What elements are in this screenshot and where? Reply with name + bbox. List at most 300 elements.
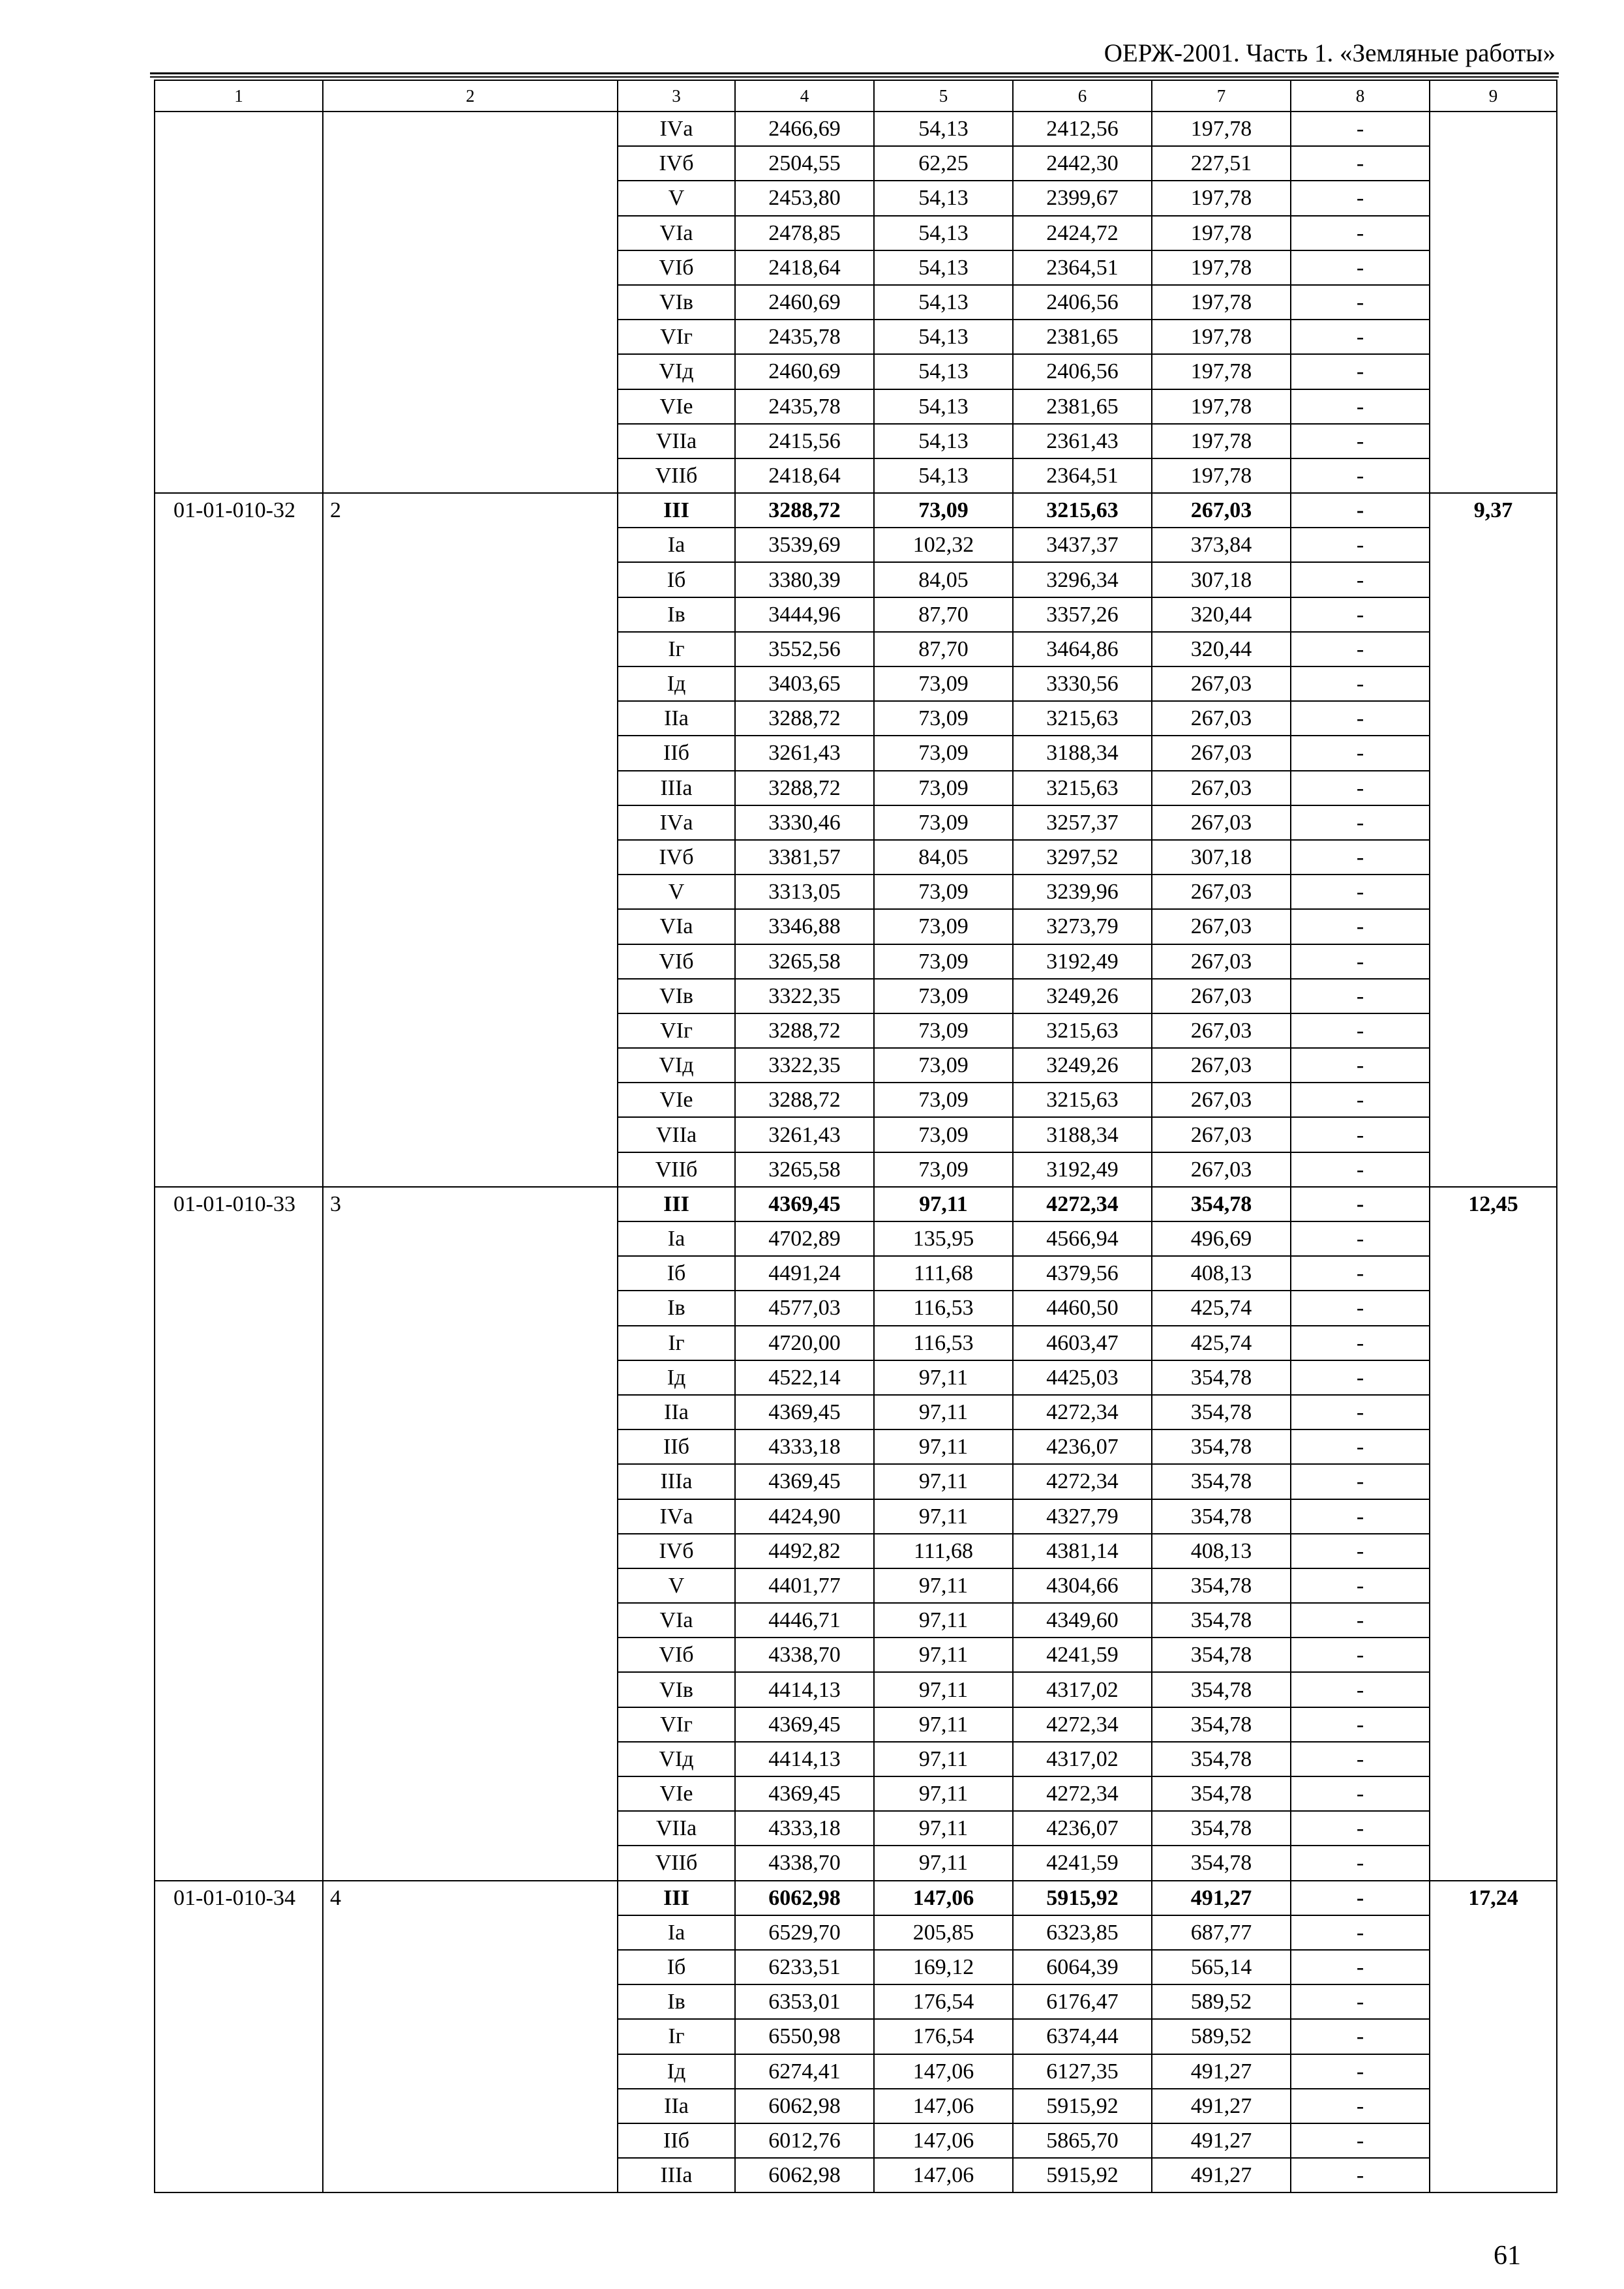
machine-cost: 3192,49	[1013, 1152, 1152, 1187]
region-code: VIб	[618, 1638, 735, 1672]
materials-cost: -	[1291, 528, 1430, 562]
region-code: VIг	[618, 1013, 735, 1048]
region-code: Iд	[618, 2054, 735, 2089]
total-cost: 6233,51	[735, 1950, 874, 1984]
machine-cost: 4241,59	[1013, 1638, 1152, 1672]
machine-cost: 3357,26	[1013, 597, 1152, 632]
region-code: IIIа	[618, 771, 735, 805]
region-code: VIв	[618, 1672, 735, 1707]
materials-cost: -	[1291, 1291, 1430, 1325]
region-code: IIб	[618, 736, 735, 770]
materials-cost: -	[1291, 1187, 1430, 1221]
region-code: VIIа	[618, 424, 735, 458]
materials-cost: -	[1291, 909, 1430, 944]
machinist-wages: 267,03	[1152, 771, 1291, 805]
machinist-wages: 267,03	[1152, 1152, 1291, 1187]
total-cost: 2504,55	[735, 146, 874, 181]
materials-cost: -	[1291, 1256, 1430, 1291]
materials-cost: -	[1291, 1013, 1430, 1048]
machine-cost: 3215,63	[1013, 493, 1152, 528]
region-code: VIIа	[618, 1117, 735, 1152]
total-cost: 3288,72	[735, 771, 874, 805]
machine-cost: 3188,34	[1013, 1117, 1152, 1152]
region-code: Iа	[618, 1915, 735, 1950]
total-cost: 3552,56	[735, 632, 874, 666]
materials-cost: -	[1291, 1984, 1430, 2019]
wages: 97,11	[874, 1568, 1013, 1603]
labor-hours	[1430, 112, 1557, 493]
materials-cost: -	[1291, 181, 1430, 215]
region-code: VIг	[618, 320, 735, 354]
machinist-wages: 354,78	[1152, 1568, 1291, 1603]
total-cost: 4414,13	[735, 1742, 874, 1776]
region-code: IIа	[618, 2089, 735, 2123]
wages: 147,06	[874, 2089, 1013, 2123]
machine-cost: 4317,02	[1013, 1672, 1152, 1707]
materials-cost: -	[1291, 1811, 1430, 1846]
materials-cost: -	[1291, 1152, 1430, 1187]
total-cost: 3288,72	[735, 493, 874, 528]
machinist-wages: 354,78	[1152, 1187, 1291, 1221]
materials-cost: -	[1291, 1117, 1430, 1152]
machine-cost: 6127,35	[1013, 2054, 1152, 2089]
total-cost: 4369,45	[735, 1776, 874, 1811]
materials-cost: -	[1291, 979, 1430, 1013]
wages: 97,11	[874, 1603, 1013, 1638]
machine-cost: 4272,34	[1013, 1776, 1152, 1811]
wages: 176,54	[874, 1984, 1013, 2019]
region-code: Iв	[618, 597, 735, 632]
region-code: IIб	[618, 2123, 735, 2158]
region-code: IVа	[618, 1499, 735, 1534]
materials-cost: -	[1291, 2158, 1430, 2192]
total-cost: 3288,72	[735, 701, 874, 736]
machine-cost: 4272,34	[1013, 1707, 1152, 1742]
machinist-wages: 267,03	[1152, 493, 1291, 528]
total-cost: 3322,35	[735, 979, 874, 1013]
region-code: IIб	[618, 1429, 735, 1464]
machinist-wages: 491,27	[1152, 2158, 1291, 2192]
region-code: VIа	[618, 909, 735, 944]
machinist-wages: 307,18	[1152, 562, 1291, 597]
wages: 73,09	[874, 1152, 1013, 1187]
machinist-wages: 267,03	[1152, 1083, 1291, 1117]
rate-number	[323, 112, 618, 493]
wages: 116,53	[874, 1326, 1013, 1360]
machinist-wages: 354,78	[1152, 1811, 1291, 1846]
machine-cost: 4349,60	[1013, 1603, 1152, 1638]
materials-cost: -	[1291, 458, 1430, 493]
wages: 73,09	[874, 666, 1013, 701]
region-code: VIв	[618, 979, 735, 1013]
total-cost: 4401,77	[735, 1568, 874, 1603]
materials-cost: -	[1291, 1742, 1430, 1776]
machinist-wages: 491,27	[1152, 2123, 1291, 2158]
page-header: ОЕРЖ-2001. Часть 1. «Земляные работы»	[1104, 39, 1556, 67]
materials-cost: -	[1291, 875, 1430, 909]
total-cost: 2435,78	[735, 320, 874, 354]
wages: 97,11	[874, 1429, 1013, 1464]
materials-cost: -	[1291, 1776, 1430, 1811]
machine-cost: 3192,49	[1013, 944, 1152, 979]
machine-cost: 3215,63	[1013, 1013, 1152, 1048]
machine-cost: 2412,56	[1013, 112, 1152, 146]
wages: 54,13	[874, 216, 1013, 250]
machinist-wages: 267,03	[1152, 666, 1291, 701]
total-cost: 4369,45	[735, 1187, 874, 1221]
labor-hours: 9,37	[1430, 493, 1557, 1187]
wages: 73,09	[874, 979, 1013, 1013]
wages: 97,11	[874, 1499, 1013, 1534]
labor-hours: 17,24	[1430, 1881, 1557, 2193]
machine-cost: 4317,02	[1013, 1742, 1152, 1776]
materials-cost: -	[1291, 1464, 1430, 1499]
total-cost: 3313,05	[735, 875, 874, 909]
machinist-wages: 354,78	[1152, 1776, 1291, 1811]
machine-cost: 4379,56	[1013, 1256, 1152, 1291]
wages: 54,13	[874, 458, 1013, 493]
region-code: Iд	[618, 666, 735, 701]
machinist-wages: 267,03	[1152, 805, 1291, 840]
wages: 54,13	[874, 181, 1013, 215]
machinist-wages: 267,03	[1152, 1048, 1291, 1083]
materials-cost: -	[1291, 2089, 1430, 2123]
machine-cost: 2399,67	[1013, 181, 1152, 215]
total-cost: 6012,76	[735, 2123, 874, 2158]
wages: 97,11	[874, 1742, 1013, 1776]
region-code: VIIа	[618, 1811, 735, 1846]
wages: 87,70	[874, 597, 1013, 632]
total-cost: 4424,90	[735, 1499, 874, 1534]
wages: 73,09	[874, 875, 1013, 909]
column-number: 4	[735, 80, 874, 112]
wages: 97,11	[874, 1638, 1013, 1672]
machine-cost: 3215,63	[1013, 1083, 1152, 1117]
machinist-wages: 589,52	[1152, 1984, 1291, 2019]
wages: 54,13	[874, 424, 1013, 458]
machinist-wages: 425,74	[1152, 1326, 1291, 1360]
materials-cost: -	[1291, 1083, 1430, 1117]
wages: 54,13	[874, 285, 1013, 320]
machine-cost: 3249,26	[1013, 1048, 1152, 1083]
wages: 97,11	[874, 1187, 1013, 1221]
wages: 73,09	[874, 1013, 1013, 1048]
total-cost: 6529,70	[735, 1915, 874, 1950]
wages: 73,09	[874, 805, 1013, 840]
machinist-wages: 491,27	[1152, 2054, 1291, 2089]
wages: 54,13	[874, 112, 1013, 146]
wages: 84,05	[874, 840, 1013, 875]
wages: 73,09	[874, 1083, 1013, 1117]
wages: 176,54	[874, 2019, 1013, 2054]
wages: 169,12	[874, 1950, 1013, 1984]
machinist-wages: 267,03	[1152, 1013, 1291, 1048]
wages: 62,25	[874, 146, 1013, 181]
materials-cost: -	[1291, 805, 1430, 840]
region-code: V	[618, 181, 735, 215]
total-cost: 6353,01	[735, 1984, 874, 2019]
machine-cost: 5915,92	[1013, 2089, 1152, 2123]
rate-code: 01-01-010-32	[155, 493, 323, 1187]
rate-number: 4	[323, 1881, 618, 2193]
column-number: 1	[155, 80, 323, 112]
machine-cost: 2361,43	[1013, 424, 1152, 458]
total-cost: 4492,82	[735, 1534, 874, 1568]
total-cost: 6062,98	[735, 2089, 874, 2123]
price-table-body	[155, 80, 1557, 2192]
materials-cost: -	[1291, 771, 1430, 805]
wages: 111,68	[874, 1534, 1013, 1568]
wages: 73,09	[874, 736, 1013, 770]
column-number: 7	[1152, 80, 1291, 112]
region-code: V	[618, 875, 735, 909]
region-code: IVа	[618, 112, 735, 146]
total-cost: 2418,64	[735, 458, 874, 493]
region-code: Iб	[618, 1950, 735, 1984]
machinist-wages: 354,78	[1152, 1638, 1291, 1672]
region-code: IIIа	[618, 2158, 735, 2192]
total-cost: 3403,65	[735, 666, 874, 701]
wages: 147,06	[874, 1881, 1013, 1915]
wages: 147,06	[874, 2123, 1013, 2158]
total-cost: 2460,69	[735, 285, 874, 320]
total-cost: 3265,58	[735, 1152, 874, 1187]
materials-cost: -	[1291, 1638, 1430, 1672]
region-code: VIа	[618, 216, 735, 250]
region-code: Iг	[618, 2019, 735, 2054]
total-cost: 3261,43	[735, 736, 874, 770]
machine-cost: 2364,51	[1013, 250, 1152, 285]
materials-cost: -	[1291, 1950, 1430, 1984]
wages: 73,09	[874, 771, 1013, 805]
machine-cost: 3249,26	[1013, 979, 1152, 1013]
wages: 147,06	[874, 2054, 1013, 2089]
materials-cost: -	[1291, 1395, 1430, 1429]
machinist-wages: 267,03	[1152, 701, 1291, 736]
wages: 97,11	[874, 1776, 1013, 1811]
machine-cost: 5915,92	[1013, 2158, 1152, 2192]
machinist-wages: 408,13	[1152, 1534, 1291, 1568]
machinist-wages: 354,78	[1152, 1360, 1291, 1395]
machine-cost: 6374,44	[1013, 2019, 1152, 2054]
materials-cost: -	[1291, 1429, 1430, 1464]
machinist-wages: 197,78	[1152, 250, 1291, 285]
machinist-wages: 320,44	[1152, 632, 1291, 666]
wages: 97,11	[874, 1395, 1013, 1429]
total-cost: 3380,39	[735, 562, 874, 597]
wages: 73,09	[874, 944, 1013, 979]
total-cost: 4720,00	[735, 1326, 874, 1360]
machine-cost: 5915,92	[1013, 1881, 1152, 1915]
wages: 97,11	[874, 1811, 1013, 1846]
total-cost: 6274,41	[735, 2054, 874, 2089]
total-cost: 4333,18	[735, 1429, 874, 1464]
wages: 73,09	[874, 909, 1013, 944]
materials-cost: -	[1291, 1534, 1430, 1568]
total-cost: 3288,72	[735, 1013, 874, 1048]
machinist-wages: 197,78	[1152, 424, 1291, 458]
total-cost: 2435,78	[735, 389, 874, 424]
materials-cost: -	[1291, 112, 1430, 146]
wages: 205,85	[874, 1915, 1013, 1950]
materials-cost: -	[1291, 250, 1430, 285]
table-row	[155, 112, 1557, 146]
wages: 54,13	[874, 250, 1013, 285]
total-cost: 6550,98	[735, 2019, 874, 2054]
materials-cost: -	[1291, 597, 1430, 632]
machine-cost: 4236,07	[1013, 1811, 1152, 1846]
machinist-wages: 496,69	[1152, 1221, 1291, 1256]
machine-cost: 3273,79	[1013, 909, 1152, 944]
table-row	[155, 1187, 1557, 1221]
total-cost: 4369,45	[735, 1464, 874, 1499]
column-number: 2	[323, 80, 618, 112]
machine-cost: 4566,94	[1013, 1221, 1152, 1256]
materials-cost: -	[1291, 2054, 1430, 2089]
wages: 73,09	[874, 701, 1013, 736]
materials-cost: -	[1291, 354, 1430, 389]
materials-cost: -	[1291, 493, 1430, 528]
machine-cost: 4236,07	[1013, 1429, 1152, 1464]
machinist-wages: 197,78	[1152, 320, 1291, 354]
machine-cost: 3330,56	[1013, 666, 1152, 701]
region-code: V	[618, 1568, 735, 1603]
machine-cost: 5865,70	[1013, 2123, 1152, 2158]
machinist-wages: 491,27	[1152, 2089, 1291, 2123]
total-cost: 3288,72	[735, 1083, 874, 1117]
region-code: VIб	[618, 944, 735, 979]
total-cost: 3381,57	[735, 840, 874, 875]
machinist-wages: 354,78	[1152, 1707, 1291, 1742]
wages: 97,11	[874, 1846, 1013, 1880]
wages: 97,11	[874, 1360, 1013, 1395]
machine-cost: 4272,34	[1013, 1464, 1152, 1499]
region-code: VIIб	[618, 458, 735, 493]
rate-code: 01-01-010-34	[155, 1881, 323, 2193]
materials-cost: -	[1291, 2123, 1430, 2158]
materials-cost: -	[1291, 1568, 1430, 1603]
machinist-wages: 354,78	[1152, 1846, 1291, 1880]
wages: 54,13	[874, 320, 1013, 354]
region-code: IVб	[618, 1534, 735, 1568]
materials-cost: -	[1291, 320, 1430, 354]
machinist-wages: 197,78	[1152, 389, 1291, 424]
region-code: VIд	[618, 354, 735, 389]
machinist-wages: 267,03	[1152, 944, 1291, 979]
machinist-wages: 197,78	[1152, 458, 1291, 493]
machinist-wages: 197,78	[1152, 354, 1291, 389]
wages: 111,68	[874, 1256, 1013, 1291]
materials-cost: -	[1291, 424, 1430, 458]
total-cost: 3539,69	[735, 528, 874, 562]
machine-cost: 3215,63	[1013, 771, 1152, 805]
total-cost: 2478,85	[735, 216, 874, 250]
materials-cost: -	[1291, 389, 1430, 424]
machine-cost: 6064,39	[1013, 1950, 1152, 1984]
machinist-wages: 491,27	[1152, 1881, 1291, 1915]
machine-cost: 4425,03	[1013, 1360, 1152, 1395]
total-cost: 2415,56	[735, 424, 874, 458]
region-code: VIе	[618, 1776, 735, 1811]
region-code: Iг	[618, 632, 735, 666]
wages: 97,11	[874, 1672, 1013, 1707]
region-code: VIд	[618, 1048, 735, 1083]
region-code: IVа	[618, 805, 735, 840]
region-code: VIе	[618, 389, 735, 424]
machinist-wages: 267,03	[1152, 1117, 1291, 1152]
machine-cost: 4304,66	[1013, 1568, 1152, 1603]
table-row	[155, 493, 1557, 528]
machine-cost: 2442,30	[1013, 146, 1152, 181]
wages: 97,11	[874, 1707, 1013, 1742]
region-code: VIIб	[618, 1846, 735, 1880]
rate-code: 01-01-010-33	[155, 1187, 323, 1881]
materials-cost: -	[1291, 1707, 1430, 1742]
machinist-wages: 354,78	[1152, 1742, 1291, 1776]
machinist-wages: 197,78	[1152, 216, 1291, 250]
region-code: IIа	[618, 1395, 735, 1429]
materials-cost: -	[1291, 285, 1430, 320]
region-code: Iв	[618, 1984, 735, 2019]
total-cost: 2418,64	[735, 250, 874, 285]
materials-cost: -	[1291, 840, 1430, 875]
machine-cost: 4272,34	[1013, 1395, 1152, 1429]
machinist-wages: 197,78	[1152, 181, 1291, 215]
total-cost: 4522,14	[735, 1360, 874, 1395]
machine-cost: 3297,52	[1013, 840, 1152, 875]
materials-cost: -	[1291, 1499, 1430, 1534]
total-cost: 3265,58	[735, 944, 874, 979]
machine-cost: 2364,51	[1013, 458, 1152, 493]
region-code: Iа	[618, 528, 735, 562]
machine-cost: 3437,37	[1013, 528, 1152, 562]
materials-cost: -	[1291, 944, 1430, 979]
machine-cost: 4603,47	[1013, 1326, 1152, 1360]
region-code: VIг	[618, 1707, 735, 1742]
header-rule-secondary	[150, 76, 1559, 78]
wages: 116,53	[874, 1291, 1013, 1325]
region-code: VIб	[618, 250, 735, 285]
machine-cost: 4272,34	[1013, 1187, 1152, 1221]
machine-cost: 3239,96	[1013, 875, 1152, 909]
machinist-wages: 354,78	[1152, 1395, 1291, 1429]
materials-cost: -	[1291, 1360, 1430, 1395]
total-cost: 6062,98	[735, 1881, 874, 1915]
machinist-wages: 267,03	[1152, 909, 1291, 944]
total-cost: 3322,35	[735, 1048, 874, 1083]
price-table	[154, 80, 1557, 2193]
rate-code	[155, 112, 323, 493]
total-cost: 2460,69	[735, 354, 874, 389]
machine-cost: 2381,65	[1013, 389, 1152, 424]
region-code: VIе	[618, 1083, 735, 1117]
region-code: VIа	[618, 1603, 735, 1638]
machinist-wages: 197,78	[1152, 112, 1291, 146]
wages: 73,09	[874, 1117, 1013, 1152]
machine-cost: 4460,50	[1013, 1291, 1152, 1325]
machine-cost: 6323,85	[1013, 1915, 1152, 1950]
total-cost: 4702,89	[735, 1221, 874, 1256]
machinist-wages: 354,78	[1152, 1499, 1291, 1534]
column-number: 8	[1291, 80, 1430, 112]
column-number: 5	[874, 80, 1013, 112]
total-cost: 4491,24	[735, 1256, 874, 1291]
total-cost: 4577,03	[735, 1291, 874, 1325]
machine-cost: 3188,34	[1013, 736, 1152, 770]
machinist-wages: 373,84	[1152, 528, 1291, 562]
machine-cost: 2381,65	[1013, 320, 1152, 354]
machinist-wages: 589,52	[1152, 2019, 1291, 2054]
